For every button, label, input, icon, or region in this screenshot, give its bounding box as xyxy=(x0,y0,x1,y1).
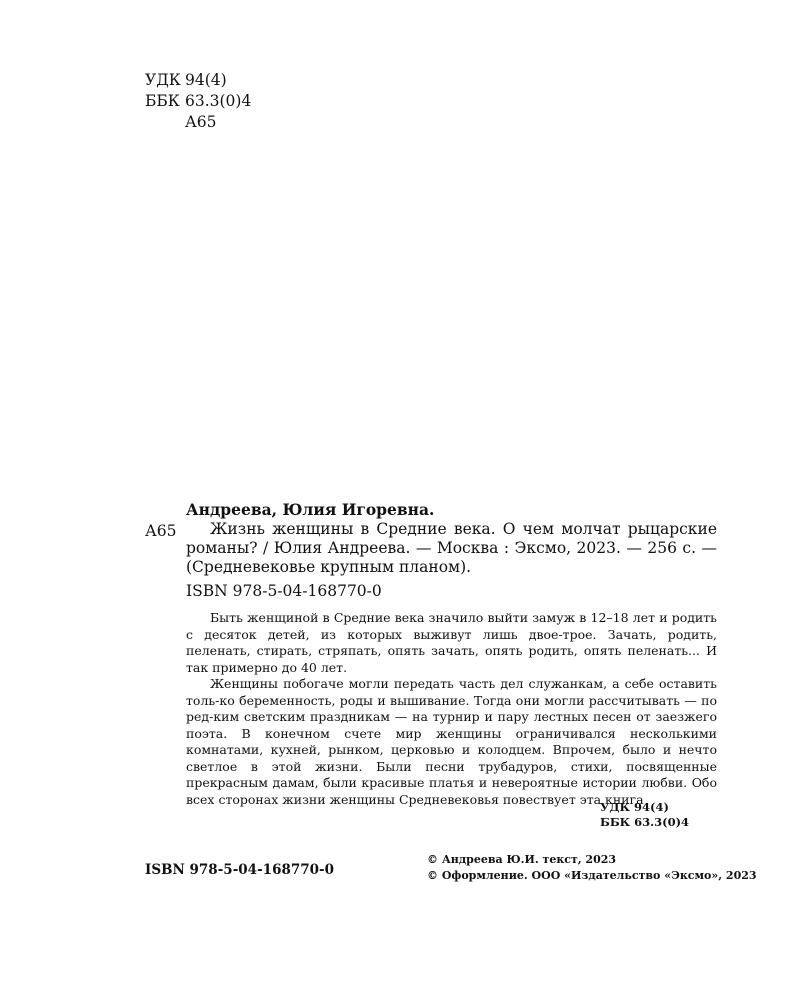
annotation-paragraph-2: Женщины побогаче могли передать часть дел служанкам, а себе оставить толь-ко беременность, роды и вышивание. Тогда они могли рассчитывать — по ред-ким светским праздникам — на турнир и пару лестных песен от заезжего поэта. В конечном счете мир женщины ограничивался несколькими комнатами, кухней, рынком, церковью и колодцем. Впрочем, было и нечто светлое в этой жизни. Были песни трубадуров, стихи, посвященные прекрасным дамам, были красивые платья и невероятные истории любви. Обо всех сторонах жизни женщины Средневековья повествует эта книга xyxy=(186,676,717,807)
bbk-row xyxy=(145,91,251,112)
author-mark-code: А65 xyxy=(185,113,217,131)
copyright-design: © Оформление. ООО «Издательство «Эксмо», 2023 xyxy=(427,868,757,882)
title-line-2: романы? / Юлия Андреева. — Москва : Эксмо, 2023. — 256 с. — xyxy=(186,539,717,557)
udk-label: УДК xyxy=(145,71,181,89)
udk-value: 94(4) xyxy=(185,71,227,89)
author-heading: Андреева, Юлия Игоревна. xyxy=(186,500,435,519)
classification-codes xyxy=(145,70,251,133)
bbk-label: ББК xyxy=(145,92,180,110)
annotation-paragraph-1: Быть женщиной в Средние века значило выйти замуж в 12–18 лет и родить с десяток детей, из которых выживут лишь двое-трое. Зачать, родить, пеленать, стирать, стряпать, опять зачать, опять родить, опять пеленать... И так примерно до 40 лет. xyxy=(186,610,717,675)
copyright-block xyxy=(427,852,757,883)
annotation xyxy=(186,610,717,808)
isbn: ISBN 978-5-04-168770-0 xyxy=(186,582,382,600)
udk-row xyxy=(145,70,251,91)
copyright-text: © Андреева Ю.И. текст, 2023 xyxy=(427,853,617,866)
author-mark: А65 xyxy=(145,522,177,540)
isbn-footer: ISBN 978-5-04-168770-0 xyxy=(145,862,335,878)
title-line-1: Жизнь женщины в Средние века. О чем молчат рыцарские xyxy=(210,520,717,538)
bbk-value: 63.3(0)4 xyxy=(185,92,252,110)
title-line-3: (Средневековье крупным планом). xyxy=(186,558,472,576)
title-description xyxy=(186,520,717,577)
bbk-code: ББК 63.3(0)4 xyxy=(600,815,690,829)
udk-code: УДК 94(4) xyxy=(600,800,669,814)
classification-codes-right xyxy=(600,800,717,830)
